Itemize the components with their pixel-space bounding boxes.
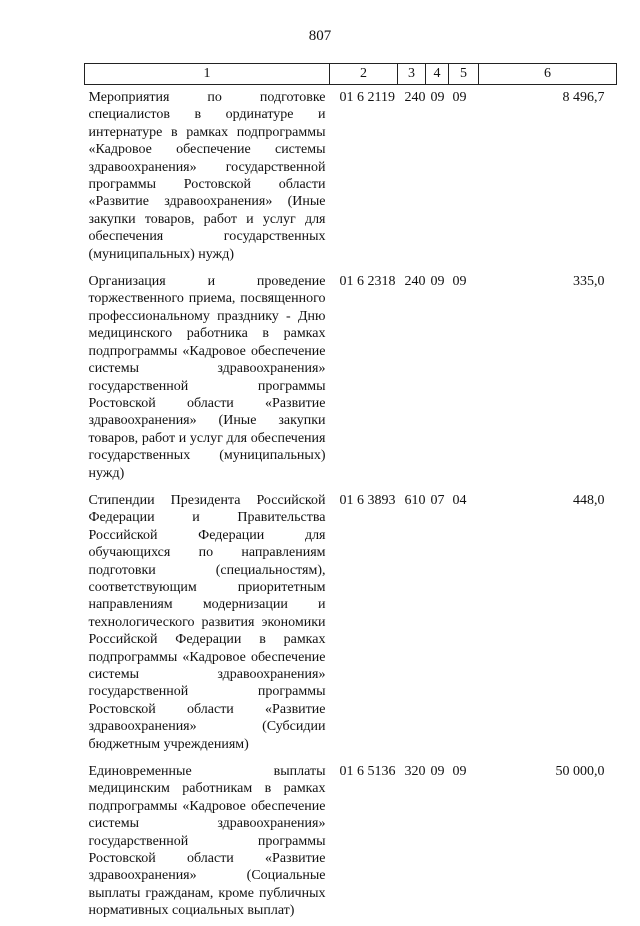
row-subsection: 09 <box>452 274 467 290</box>
row-vr: 320 <box>404 764 426 780</box>
row-vr: 240 <box>404 90 426 105</box>
row-amount: 8 496,7 <box>562 90 605 105</box>
row-section: 07 <box>430 492 445 508</box>
table-row <box>85 488 617 759</box>
column-header-vr: 3 <box>398 64 426 85</box>
table-row <box>85 85 617 270</box>
column-header-subsection: 5 <box>449 64 479 85</box>
row-name: Организация и проведение торжественного приема, посвященного профессиональному празднику - Дню медицинского работника в рамках подпрограммы «Кадровое обеспечение системы здравоохранения» государственной программы Ростовской области «Развитие здравоохранения» (Иные закупки товаров, работ и услуг для обеспечения государственных (муниципальных) нужд) <box>88 274 326 481</box>
budget-table <box>84 63 617 926</box>
row-subsection: 04 <box>452 492 467 508</box>
row-amount: 335,0 <box>573 274 605 290</box>
row-code: 01 6 5136 <box>339 764 396 780</box>
row-name: Мероприятия по подготовке специалистов в ординатуре и интернатуре в рамках подпрограммы «Кадровое обеспечение системы здравоохранения» государственной программы Ростовской области «Развитие здравоохранения» (Иные закупки товаров, работ и услуг для обеспечения государственных (муниципальных) нужд) <box>88 90 326 262</box>
row-subsection: 09 <box>452 764 467 780</box>
row-amount: 448,0 <box>573 492 605 508</box>
table-row <box>85 269 617 488</box>
column-header-section: 4 <box>426 64 449 85</box>
table-row <box>85 759 617 926</box>
row-section: 09 <box>430 764 445 780</box>
row-section: 09 <box>430 274 445 290</box>
row-section: 09 <box>430 90 445 105</box>
column-header-name: 1 <box>85 64 330 85</box>
row-vr: 610 <box>404 492 426 508</box>
row-subsection: 09 <box>452 90 467 105</box>
column-header-code: 2 <box>330 64 398 85</box>
row-code: 01 6 2318 <box>339 274 396 290</box>
row-code: 01 6 3893 <box>339 492 396 508</box>
row-vr: 240 <box>404 274 426 290</box>
row-name: Единовременные выплаты медицинским работникам в рамках подпрограммы «Кадровое обеспечение системы здравоохранения» государственной программы Ростовской области «Развитие здравоохранения» (Социальные выплаты гражданам, кроме публичных нормативных социальных выплат) <box>88 764 326 919</box>
column-header-amount: 6 <box>479 64 617 85</box>
row-amount: 50 000,0 <box>555 764 605 780</box>
row-code: 01 6 2119 <box>339 90 395 105</box>
table-header-row <box>85 64 617 85</box>
row-name: Стипендии Президента Российской Федерации и Правительства Российской Федерации для обучающихся по направлениям подготовки (специальностям), соответствующим приоритетным направлениям модернизации и технологического развития экономики Российской Федерации в рамках подпрограммы «Кадровое обеспечение системы здравоохранения» государственной программы Ростовской области «Развитие здравоохранения» (Субсидии бюджетным учреждениям) <box>88 492 326 752</box>
page-number: 807 <box>308 28 332 44</box>
